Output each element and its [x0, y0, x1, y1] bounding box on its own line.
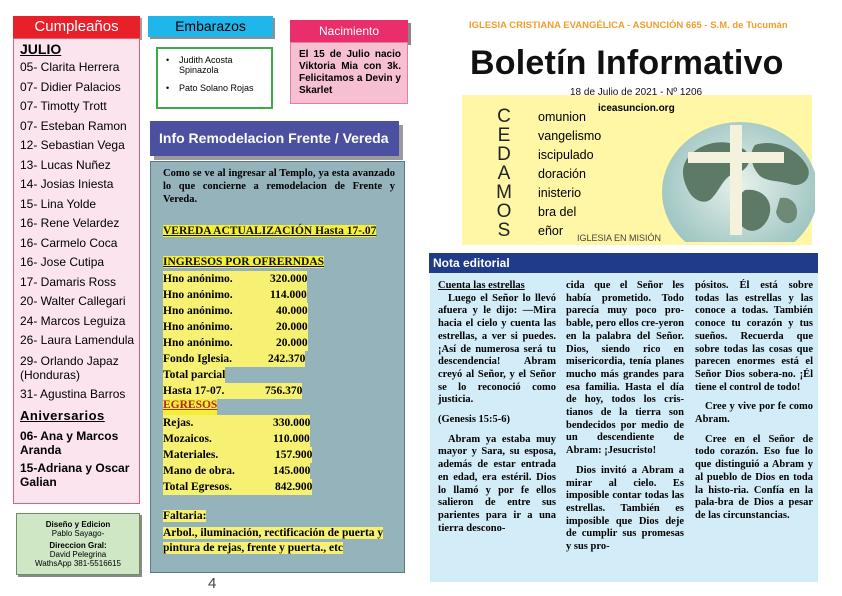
- birthdays-panel: [13, 38, 140, 504]
- credits-phone: WathsApp 381-5516615: [35, 559, 121, 568]
- pregnancy-item: • Judith Acosta Spinazola: [166, 55, 267, 75]
- credits-design-label: Diseño y Edicion: [45, 520, 111, 529]
- birthday-item: 07- Esteban Ramon: [20, 118, 127, 133]
- egreso-row: [163, 431, 395, 447]
- issue-date: 18 de Julio de 2021 - Nº 1206: [570, 87, 703, 98]
- birthday-item: 07- Didier Palacios: [20, 79, 121, 94]
- egreso-value: 145.000: [273, 465, 311, 477]
- ingreso-label: Fondo Iglesia.: [163, 351, 268, 367]
- ingreso-value: 320.000: [270, 273, 308, 285]
- birthdays-month: JULIO: [20, 41, 62, 57]
- egresos-heading-row: [163, 399, 395, 415]
- birthday-item: 29- Orlando Japaz (Honduras): [20, 353, 119, 382]
- birthday-item: 14- Josias Iniesta: [20, 177, 114, 191]
- egreso-label: Mozaicos.: [163, 431, 273, 447]
- egreso-label: Rejas.: [163, 415, 273, 431]
- credits-direction-name: David Pelegrina: [49, 550, 107, 559]
- ingreso-label: Hno anónimo.: [163, 287, 270, 303]
- cedamos-word: bra del: [538, 205, 577, 219]
- globe-cross-icon: [650, 110, 815, 242]
- birthday-item: 24- Marcos Leguiza: [20, 313, 126, 328]
- cedamos-letter: M: [496, 182, 512, 203]
- faltaria-text: Arbol., iluminación, rectificación de puerta y pintura de rejas, frente y puerta., etc: [163, 527, 384, 554]
- pregnancies-title: Embarazos: [148, 16, 273, 37]
- birthday-item: 13- Lucas Nuñez: [20, 157, 111, 172]
- editorial-title: Nota editorial: [429, 253, 818, 273]
- ingreso-row: [163, 303, 395, 319]
- ingreso-label: Hno anónimo.: [163, 303, 276, 319]
- birthday-item: 16- Carmelo Coca: [20, 235, 118, 250]
- birthday-item: 05- Clarita Herrera: [20, 60, 120, 74]
- editorial-column-2: [566, 280, 684, 554]
- editorial-paragraph: pósitos. Él está sobre todas las estrellas y las conoce a todas. También conoce tu corazón y tus sueños. Recuerda que sobre todas las cosas que parecen enormes está el Señor Dios sobera-no. ¡Él tiene el control de todo!: [695, 280, 813, 393]
- egreso-value: 842.900: [275, 481, 313, 493]
- ingreso-value: 40.000: [276, 305, 308, 317]
- editorial-column-1: [438, 280, 556, 535]
- egreso-value: 110.000: [273, 433, 310, 445]
- faltaria-title: Faltaria:: [163, 510, 207, 522]
- birthday-item: 20- Walter Callegari: [20, 294, 126, 308]
- egreso-value: 157.900: [275, 449, 313, 461]
- ingreso-row: [163, 287, 395, 303]
- cedamos-letter: A: [497, 163, 511, 184]
- birthday-item: 07- Timotty Trott: [20, 99, 107, 113]
- cedamos-word: vangelismo: [538, 129, 602, 143]
- editorial-paragraph: Cree y vive por fe como Abram.: [695, 401, 813, 426]
- cedamos-letter: D: [497, 144, 511, 165]
- ingresos-heading: INGRESOS POR OFRERNDAS: [163, 256, 325, 268]
- pregnancies-panel: [156, 47, 273, 109]
- remodel-intro: Como se ve al ingresar al Templo, ya esta avanzado lo que concierne a remodelacion de Frente y Vereda.: [163, 168, 395, 205]
- cedamos-word: inisterio: [538, 186, 582, 200]
- birth-title: Nacimiento: [290, 20, 408, 42]
- editorial-heading: Cuenta las estrellas: [438, 280, 525, 291]
- egreso-value: 330.000: [273, 417, 311, 429]
- cedamos-letter: S: [497, 220, 511, 241]
- editorial-column-3: [695, 280, 813, 523]
- website-link[interactable]: iceasuncion.org: [598, 103, 675, 114]
- birthday-item: 16- Rene Velardez: [20, 216, 120, 230]
- ingreso-label: Hno anónimo.: [163, 271, 270, 287]
- birthday-item: 15- Lina Yolde: [20, 196, 97, 211]
- hasta-label: Hasta 17-07.: [163, 383, 265, 399]
- egreso-row: [163, 447, 395, 463]
- ingreso-value: 20.000: [276, 337, 308, 349]
- cedamos-letter: C: [497, 106, 511, 127]
- credits-direction-label: Direccion Gral:: [49, 541, 107, 550]
- editorial-paragraph: Luego el Señor lo llevó afuera y le dijo: —Mira hacia el cielo y cuenta las estrellas, a ver si puedes. ¡Así de numerosa será tu descendencia! Abram creyó al Señor, y el Señor se lo reconoció como justicia.: [438, 292, 556, 406]
- hasta-value: 756.370: [265, 385, 303, 397]
- egreso-row: [163, 415, 395, 431]
- remodel-title: Info Remodelacion Frente / Vereda: [150, 121, 399, 156]
- egreso-label: Mano de obra.: [163, 463, 273, 479]
- ingreso-row: [163, 271, 395, 287]
- birth-text: El 15 de Julio nacio Viktoria Mia con 3k. Felicitamos a Devin y Skarlet: [290, 42, 408, 104]
- page-title: Boletín Informativo: [470, 44, 784, 82]
- ingreso-row: [163, 319, 395, 335]
- credits-box: [16, 513, 140, 575]
- hasta-row: [163, 383, 395, 399]
- vereda-heading: VEREDA ACTUALIZACIÓN Hasta 17-.07: [163, 225, 377, 237]
- page-number: 4: [208, 575, 217, 592]
- ingreso-value: 20.000: [276, 321, 308, 333]
- anniversaries-title: Aniversarios: [20, 408, 105, 423]
- credits-design-name: Pablo Sayago-: [51, 529, 105, 538]
- egresos-heading: EGRESOS: [163, 399, 217, 415]
- birthday-item: 17- Damaris Ross: [20, 274, 117, 289]
- editorial-paragraph: cida que el Señor les había prometido. Todo parecía muy poco pro-bable, pero ellos cre-yeron en la palabra del Señor. Dios, siendo rico en misericordia, tenía planes mucho más grandes para esa familia. Hasta el día de hoy, todos los cris-tianos de la tierra son bendecidos por medio de un descendiente de Abram: ¡Jesucristo!: [566, 280, 684, 457]
- anniversary-item: 06- Ana y Marcos Aranda: [20, 429, 119, 457]
- cedamos-word: doración: [538, 167, 586, 181]
- editorial-reference: (Genesis 15:5-6): [438, 414, 511, 426]
- birthdays-title: Cumpleaños: [13, 16, 140, 38]
- ingreso-value: 114.000: [270, 289, 307, 301]
- anniversary-item: 15-Adriana y Oscar Galian: [20, 461, 130, 489]
- ingreso-value: 242.370: [268, 353, 306, 365]
- editorial-paragraph: Dios invitó a Abram a mirar al cielo. Es imposible contar todas las estrellas. También es imposible que Dios deje de cumplir sus promesas y sus pro-: [566, 464, 684, 553]
- birthday-item: 26- Laura Lamendula: [20, 333, 135, 347]
- birthday-item: 12- Sebastian Vega: [20, 138, 125, 152]
- pregnancy-item: • Pato Solano Rojas: [166, 83, 267, 93]
- cedamos-panel: [462, 95, 812, 245]
- mission-label: IGLESIA EN MISIÓN: [577, 233, 662, 243]
- birthday-item: 16- Jose Cutipa: [20, 255, 105, 269]
- cedamos-word: iscipulado: [538, 148, 594, 162]
- cedamos-word: omunion: [538, 110, 586, 124]
- editorial-panel: [430, 273, 818, 582]
- cedamos-letter: E: [497, 125, 511, 146]
- total-parcial-label: Total parcial: [163, 369, 226, 381]
- ingreso-row: [163, 351, 395, 367]
- church-name: IGLESIA CRISTIANA EVANGÉLICA - ASUNCIÓN 665 - S.M. de Tucumán: [469, 20, 788, 31]
- egreso-label: Total Egresos.: [163, 479, 275, 495]
- ingreso-label: Hno anónimo.: [163, 319, 276, 335]
- remodel-panel: [150, 161, 405, 573]
- total-parcial-row: [163, 367, 395, 383]
- egreso-row: [163, 479, 395, 495]
- birthday-item: 31- Agustina Barros: [20, 386, 126, 401]
- egreso-row: [163, 463, 395, 479]
- egreso-label: Materiales.: [163, 447, 275, 463]
- cedamos-word: eñor: [538, 224, 564, 238]
- editorial-paragraph: Abram ya estaba muy mayor y Sara, su esposa, además de estar entrada en edad, era estéril. Dios lo llamó y por fe ellos salieron de entre sus parientes para ir a una tierra descono-: [438, 433, 556, 534]
- ingreso-label: Hno anónimo.: [163, 335, 276, 351]
- ingreso-row: [163, 335, 395, 351]
- cedamos-letter: O: [496, 201, 512, 222]
- editorial-paragraph: Cree en el Señor de todo corazón. Eso fue lo que distinguió a Abram y al pueblo de Dios en toda la histo-ria. Confía en la pala-bra de Dios a pesar de las circunstancias.: [695, 433, 813, 521]
